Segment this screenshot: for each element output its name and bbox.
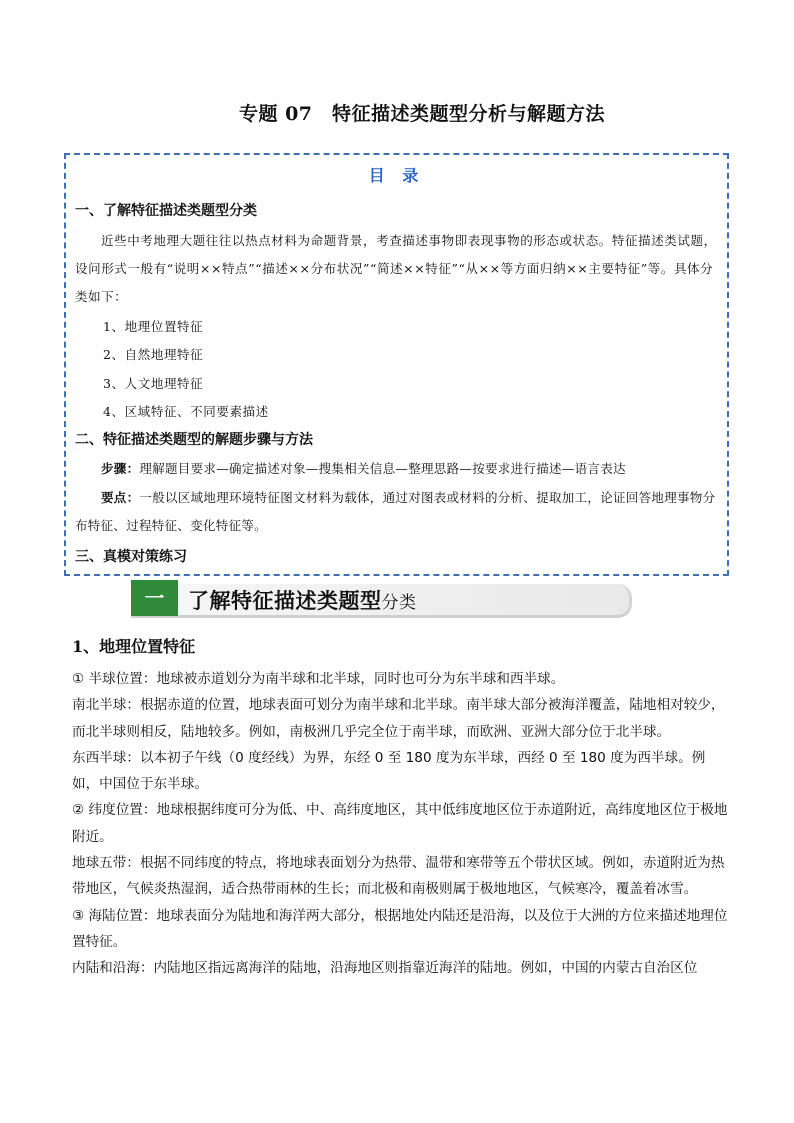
banner-title-tail: 分类 xyxy=(381,593,417,613)
body-paragraph: 内陆和沿海：内陆地区指远离海洋的陆地，沿海地区则指靠近海洋的陆地。例如，中国的内蒙古自治区位 xyxy=(72,960,698,977)
body-paragraph: 东西半球：以本初子午线（0 度经线）为界，东经 0 至 180 度为东半球，西经 0 至 180 度为西半球。例如，中国位于东半球。 xyxy=(72,749,706,793)
toc-section-1-paragraph: 近些中考地理大题往往以热点材料为命题背景，考查描述事物即表现事物的形态或状态。特征描述类试题，设问形式一般有“说明××特点”“描述××分布状况”“简述××特征”“从××等方面归纳××主要特征”等。具体分类如下： xyxy=(75,233,717,304)
toc-keypoints-label: 要点： xyxy=(101,490,140,505)
body-paragraph: ① 半球位置：地球被赤道划分为南半球和北半球，同时也可分为东半球和西半球。 xyxy=(72,671,565,687)
page-title: 专题 07 特征描述类题型分析与解题方法 xyxy=(238,103,606,125)
banner-title-main: 了解特征描述类题型 xyxy=(188,588,382,613)
body-paragraph: ③ 海陆位置：地球表面分为陆地和海洋两大部分，根据地处内陆还是沿海，以及位于大洲的方位来描述地理位置特征。 xyxy=(72,907,728,950)
toc-keypoints-text: 一般以区域地理环境特征图文材料为载体，通过对图表或材料的分析、提取加工，论证回答地理事物分布特征、过程特征、变化特征等。 xyxy=(75,490,716,533)
toc-steps-label: 步骤： xyxy=(101,461,140,476)
toc-steps xyxy=(75,455,720,483)
toc-item-2: 2、自然地理特征 xyxy=(103,347,204,362)
toc-section-2-heading: 二、特征描述类题型的解题步骤与方法 xyxy=(75,432,313,448)
toc-item-1: 1、地理位置特征 xyxy=(103,319,204,334)
toc-item-4: 4、区域特征、不同要素描述 xyxy=(103,404,269,419)
body-paragraph: ② 纬度位置：地球根据纬度可分为低、中、高纬度地区，其中低纬度地区位于赤道附近，高纬度地区位于极地附近。 xyxy=(72,802,728,845)
toc-item-3: 3、人文地理特征 xyxy=(103,376,204,391)
toc-steps-text: 理解题目要求—确定描述对象—搜集相关信息—整理思路—按要求进行描述—语言表达 xyxy=(139,461,626,476)
body-paragraph: 地球五带：根据不同纬度的特点，将地球表面划分为热带、温带和寒带等五个带状区域。例如，赤道附近为热带地区，气候炎热湿润，适合热带雨林的生长；而北极和南极则属于极地地区，气候寒冷，覆盖着冰雪。 xyxy=(72,855,725,898)
toc-section-3-heading: 三、真模对策练习 xyxy=(75,549,187,565)
body-paragraph: 南北半球：根据赤道的位置，地球表面可划分为南半球和北半球。南半球大部分被海洋覆盖，陆地相对较少，而北半球则相反，陆地较多。例如，南极洲几乎完全位于南半球，而欧洲、亚洲大部分位于北半球。 xyxy=(72,697,725,740)
table-of-contents xyxy=(64,153,729,576)
body-text xyxy=(72,666,732,982)
section-heading: 1、地理位置特征 xyxy=(72,637,196,656)
section-banner xyxy=(131,580,636,620)
banner-title xyxy=(188,585,417,615)
toc-heading: 目 录 xyxy=(368,166,425,185)
toc-section-1-heading: 一、了解特征描述类题型分类 xyxy=(75,203,257,219)
banner-number: 一 xyxy=(131,580,178,616)
toc-keypoints xyxy=(75,484,720,540)
